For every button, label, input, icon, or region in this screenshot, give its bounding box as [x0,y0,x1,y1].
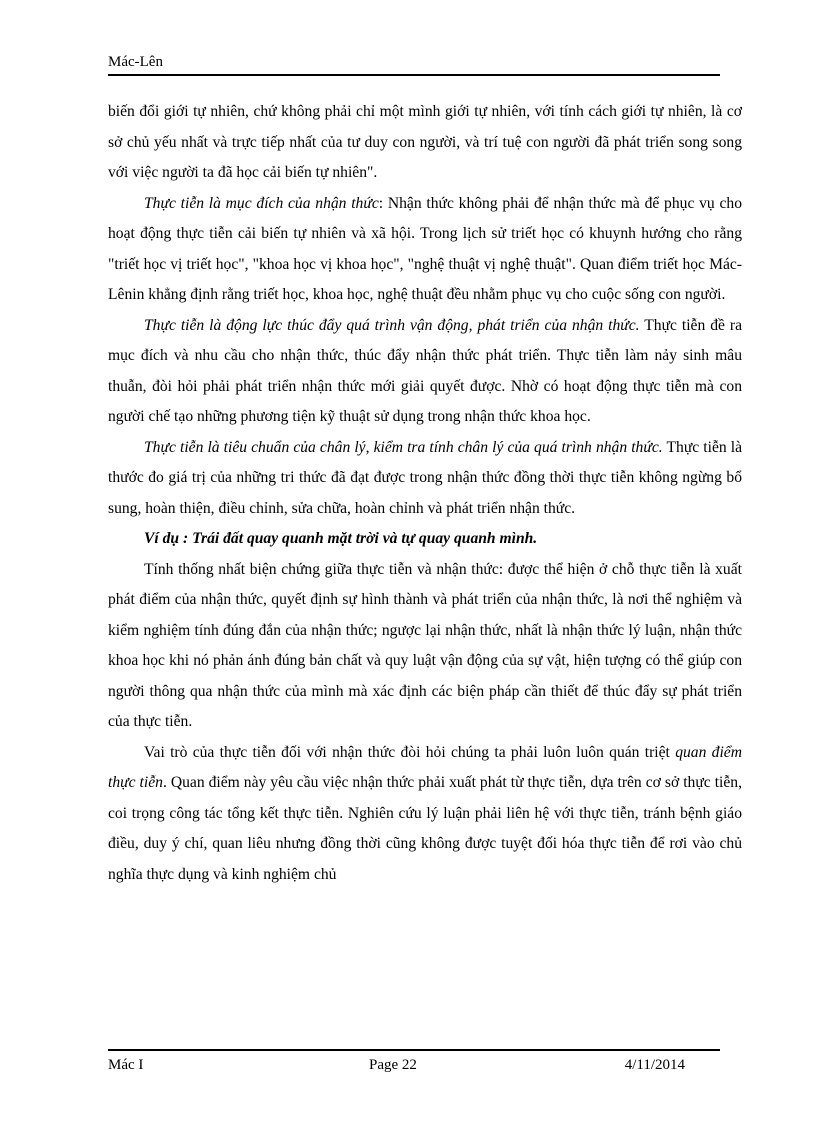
paragraph-motivation [108,311,742,433]
example-line: Ví dụ : Trái đất quay quanh mặt trời và tự quay quanh mình. [144,530,538,547]
paragraph-text: . Quan điểm này yêu cầu việc nhận thức phải xuất phát từ thực tiễn, dựa trên cơ sở thực tiễn, coi trọng công tác tổng kết thực tiễn. Nghiên cứu lý luận phải liên hệ với thực tiễn, tránh bệnh giáo điều, duy ý chí, quan liêu nhưng đồng thời cũng không được tuyệt đối hóa thực tiễn để rơi vào chủ nghĩa thực dụng và kinh nghiệm chủ [108,774,742,883]
page-header [108,52,720,76]
paragraph-unity: Tính thống nhất biện chứng giữa thực tiễn và nhận thức: được thể hiện ở chỗ thực tiễn là xuất phát điểm của nhận thức, quyết định sự hình thành và phát triển của nhận thức, là nơi thể nghiệm và kiểm nghiệm tính đúng đắn của nhận thức; ngược lại nhận thức, nhất là nhận thức lý luận, nhận thức khoa học khi nó phản ánh đúng bản chất và quy luật vận động của sự vật, hiện tượng có thể giúp con người thông qua nhận thức của mình mà xác định các biện pháp cần thiết để thúc đẩy sự phát triển của thực tiễn. [108,560,742,730]
paragraph-text: Vai trò của thực tiễn đối với nhận thức đòi hỏi chúng ta phải luôn luôn quán triệt [144,743,676,761]
paragraph-role [108,738,742,891]
paragraph-text: : Nhận thức không phải để nhận thức mà để phục vụ cho hoạt động thực tiễn cải biến tự nhiên và xã hội. Trong lịch sử triết học có khuynh hướng cho rằng "triết học vị triết học", "khoa học vị khoa học", "nghệ thuật vị nghệ thuật". Quan điểm triết học Mác-Lênin khẳng định rằng triết học, khoa học, nghệ thuật đều nhằm phục vụ cho cuộc sống con người. [108,194,742,303]
paragraph-text: Thực tiễn đề ra mục đích và nhu cầu cho nhận thức, thúc đẩy nhận thức phát triển. Thực tiễn làm nảy sinh mâu thuẫn, đòi hỏi phải phát triển nhận thức mới giải quyết được. Nhờ có hoạt động thực tiễn mà con người chế tạo những phương tiện kỹ thuật sử dụng trong nhận thức khoa học. [108,316,742,425]
paragraph-lead: Thực tiễn là tiêu chuẩn của chân lý, kiểm tra tính chân lý của quá trình nhận thức. [144,438,663,456]
paragraph-purpose [108,189,742,311]
paragraph-emphasis: quan điểm thực tiễn [108,743,742,791]
page-footer [108,1049,720,1075]
footer-left: Mác I [108,1057,144,1073]
paragraph-continuation: biến đổi giới tự nhiên, chứ không phải chỉ một mình giới tự nhiên, với tính cách giới tự nhiên, là cơ sở chủ yếu nhất và trực tiếp nhất của tư duy con người, và trí tuệ con người đã phát triển song song với việc người ta đã học cải biến tự nhiên". [108,103,742,181]
document-body [108,97,742,890]
paragraph-criterion [108,433,742,525]
paragraph-text: Thực tiễn là thước đo giá trị của những tri thức đã đạt được trong nhận thức đồng thời thực tiễn không ngừng bổ sung, hoàn thiện, điều chỉnh, sửa chữa, hoàn chỉnh và phát triển nhận thức. [108,438,742,517]
page-number: Page 22 [369,1057,417,1073]
header-title: Mác-Lên [108,54,163,70]
paragraph-lead: Thực tiễn là mục đích của nhận thức [144,194,379,212]
paragraph-lead: Thực tiễn là động lực thúc đẩy quá trình vận động, phát triển của nhận thức. [144,316,640,334]
footer-date: 4/11/2014 [624,1057,685,1073]
